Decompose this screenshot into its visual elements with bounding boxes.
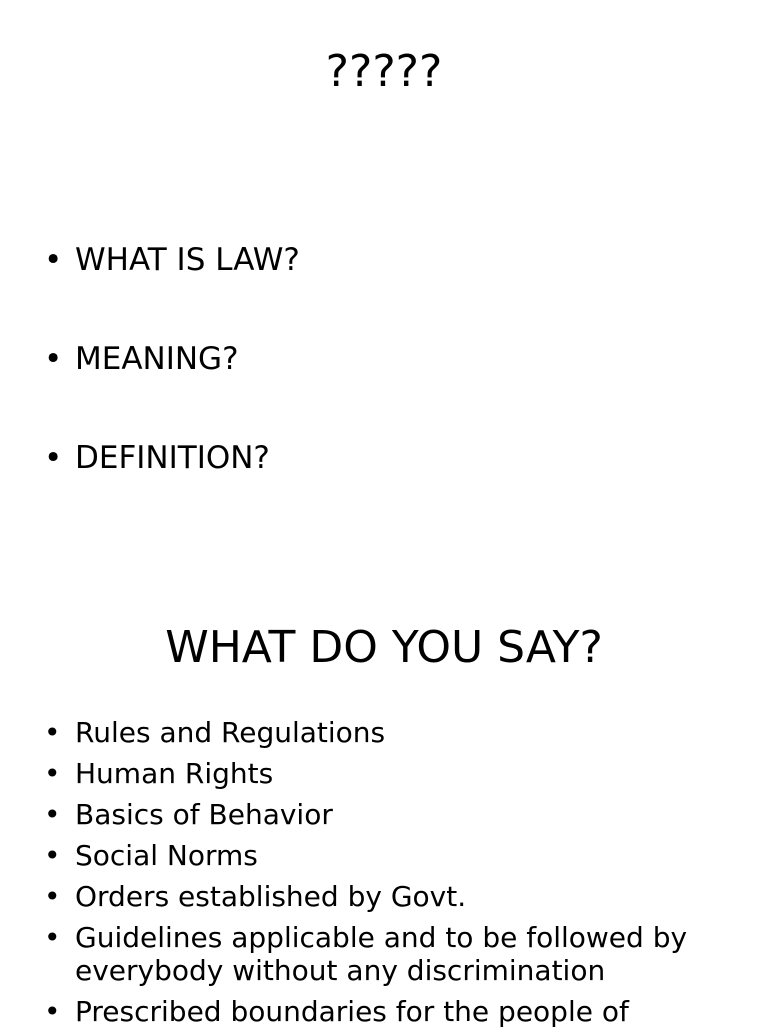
bullet-text: MEANING? (75, 341, 239, 377)
bullet-icon: • (44, 921, 61, 954)
bullet-icon: • (44, 995, 61, 1028)
bullet-text: Social Norms (75, 839, 258, 872)
bullet-text: Prescribed boundaries for the people of (75, 995, 629, 1028)
bullet-text: DEFINITION? (75, 440, 270, 476)
bullet-text: Orders established by Govt. (75, 880, 467, 913)
list-item (44, 238, 744, 282)
list-item (44, 798, 744, 831)
list-item (44, 436, 744, 480)
slide-2-title: WHAT DO YOU SAY? (165, 622, 603, 673)
bullet-icon: • (44, 341, 63, 377)
bullet-text: Guidelines applicable and to be followed by everybody without any discrimination (75, 921, 688, 987)
bullet-icon: • (44, 242, 63, 278)
list-item (44, 921, 744, 987)
list-item (44, 757, 744, 790)
bullet-text: WHAT IS LAW? (75, 242, 300, 278)
bullet-icon: • (44, 798, 61, 831)
bullet-text: Basics of Behavior (75, 798, 333, 831)
bullet-text: Human Rights (75, 757, 274, 790)
bullet-icon: • (44, 440, 63, 476)
list-item (44, 880, 744, 913)
bullet-icon: • (44, 880, 61, 913)
bullet-text: Rules and Regulations (75, 716, 386, 749)
bullet-icon: • (44, 757, 61, 790)
slide-2 (0, 576, 768, 1028)
list-item (44, 337, 744, 381)
list-item (44, 995, 744, 1028)
bullet-icon: • (44, 716, 61, 749)
list-item (44, 839, 744, 872)
slide-1-bullet-list (44, 238, 744, 535)
slide-2-bullet-list (44, 716, 744, 1036)
slide-1-title: ????? (325, 46, 443, 97)
bullet-icon: • (44, 839, 61, 872)
list-item (44, 716, 744, 749)
